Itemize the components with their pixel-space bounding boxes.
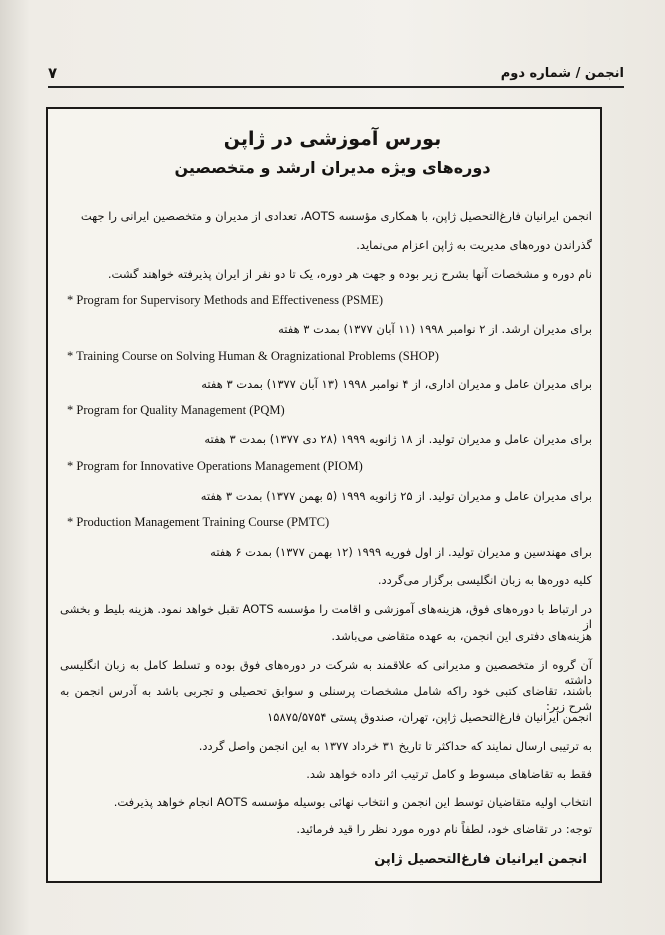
- course-name: * Program for Innovative Operations Management (PIOM): [67, 459, 363, 473]
- intro-line-1: انجمن ایرانیان فارغ‌التحصیل ژاپن، با همکاری مؤسسه AOTS، تعدادی از مدیران و متخصصین ایرانی را جهت: [80, 209, 592, 223]
- deadline-line: به ترتیبی ارسال نمایند که حداکثر تا تاریخ ۳۱ خرداد ۱۳۷۷ به این انجمن واصل گردد.: [198, 739, 592, 753]
- journal-title: انجمن / شماره دوم: [500, 66, 624, 81]
- apply-line-2: باشند، تقاضای کتبی خود راکه شامل مشخصات پرسنلی و سوابق تحصیلی و تجربی باشد به آدرس انجمن به شرح زیر:: [60, 684, 592, 713]
- apply-line-1: آن گروه از متخصصین و مدیرانی که علاقمند به شرکت در دوره‌های فوق بوده و تسلط کامل به زبان انگلیسی داشته: [60, 658, 592, 687]
- page-number: ۷: [48, 64, 58, 82]
- notice-title: بورس آموزشی در ژاپن: [223, 128, 442, 150]
- course-name: * Program for Supervisory Methods and Effectiveness (PSME): [67, 293, 384, 307]
- course-details: برای مدیران ارشد. از ۲ نوامبر ۱۹۹۸ (۱۱ آبان ۱۳۷۷) بمدت ۳ هفته: [278, 322, 592, 336]
- costs-line-1: در ارتباط با دوره‌های فوق، هزینه‌های آموزشی و اقامت را مؤسسه AOTS تقبل خواهد نمود. هزینه بلیط و بخشی از: [60, 602, 592, 631]
- course-name: * Production Management Training Course (PMTC): [67, 515, 330, 529]
- course-details: برای مهندسین و مدیران تولید. از اول فوریه ۱۹۹۹ (۱۲ بهمن ۱۳۷۷) بمدت ۶ هفته: [210, 545, 592, 559]
- running-header: [48, 64, 624, 88]
- course-name: * Training Course on Solving Human & Oragnizational Problems (SHOP): [67, 349, 439, 363]
- notice-subtitle: دوره‌های ویژه مدیران ارشد و متخصصین: [174, 158, 491, 177]
- course-details: برای مدیران عامل و مدیران تولید. از ۲۵ ژانویه ۱۹۹۹ (۵ بهمن ۱۳۷۷) بمدت ۳ هفته: [200, 489, 592, 503]
- course-details: برای مدیران عامل و مدیران تولید. از ۱۸ ژانویه ۱۹۹۹ (۲۸ دی ۱۳۷۷) بمدت ۳ هفته: [204, 432, 592, 446]
- intro-line-3: نام دوره و مشخصات آنها بشرح زیر بوده و جهت هر دوره، یک تا دو نفر از ایران پذیرفته خواهند گشت.: [107, 267, 592, 281]
- language-note: کلیه دوره‌ها به زبان انگلیسی برگزار می‌گردد.: [377, 573, 592, 587]
- intro-line-2: گذراندن دوره‌های مدیریت به ژاپن اعزام می‌نماید.: [356, 238, 592, 252]
- postal-address: انجمن ایرانیان فارغ‌التحصیل ژاپن، تهران، صندوق پستی ۱۵۸۷۵/۵۷۵۴: [267, 710, 592, 724]
- attention-line: توجه: در تقاضای خود، لطفاً نام دوره مورد نظر را قید فرمائید.: [296, 822, 592, 836]
- costs-line-2: هزینه‌های دفتری این انجمن، به عهده متقاضی می‌باشد.: [331, 629, 592, 643]
- selection-line: انتخاب اولیه متقاضیان توسط این انجمن و انتخاب نهائی بوسیله مؤسسه AOTS انجام خواهد پذیرفت.: [113, 795, 592, 809]
- course-name: * Program for Quality Management (PQM): [67, 403, 285, 417]
- complete-only-line: فقط به تقاضاهای مبسوط و کامل ترتیب اثر داده خواهد شد.: [306, 767, 592, 781]
- signature: انجمن ایرانیان فارغ‌التحصیل ژاپن: [374, 852, 587, 867]
- course-details: برای مدیران عامل و مدیران اداری، از ۴ نوامبر ۱۹۹۸ (۱۳ آبان ۱۳۷۷) بمدت ۳ هفته: [201, 377, 592, 391]
